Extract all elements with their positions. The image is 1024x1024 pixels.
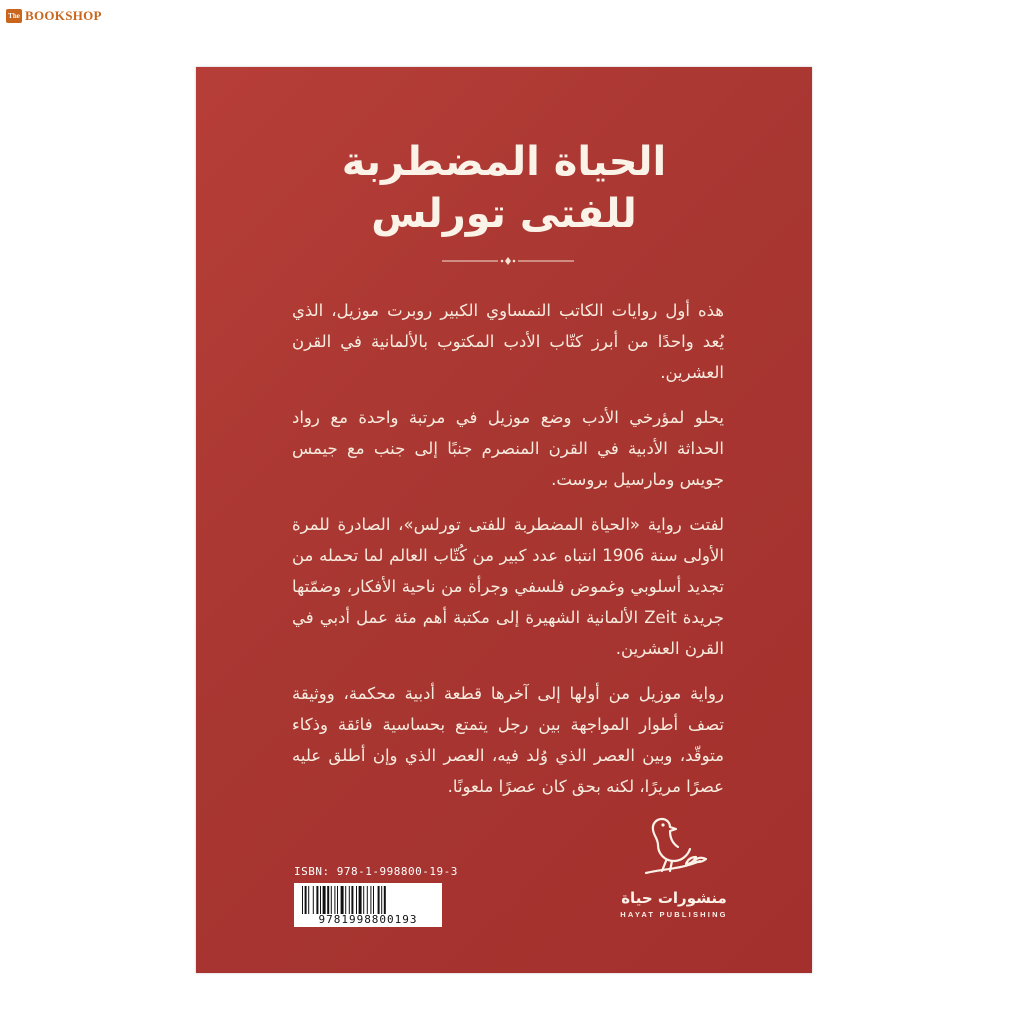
- barcode-bar: [378, 886, 380, 914]
- blurb-paragraph-4: رواية موزيل من أولها إلى آخرها قطعة أدبية محكمة، ووثيقة تصف أطوار المواجهة بين رجل يتمتع بحساسية فائقة وذكاء متوقّد، وبين العصر الذي وُلد فيه، العصر الذي وإن أطلق عليه عصرًا مريرًا، لكنه بحق كان عصرًا ملعونًا.: [292, 684, 724, 796]
- publisher-name-arabic: منشورات حياة: [621, 889, 727, 907]
- book-back-cover: [196, 67, 812, 973]
- book-title-line-2: للفتى تورلس: [371, 191, 637, 237]
- bird-on-branch-icon: [636, 809, 716, 885]
- publisher-name-english: HAYAT PUBLISHING: [620, 910, 728, 919]
- barcode-bar: [381, 886, 382, 914]
- barcode-bar: [327, 886, 329, 914]
- blurb: [292, 295, 724, 816]
- barcode: [294, 883, 442, 927]
- blurb-paragraph-1: هذه أول روايات الكاتب النمساوي الكبير روبرت موزيل، الذي يُعد واحدًا من أبرز كتّاب الأدب المكتوب بالألمانية في القرن العشرين.: [292, 301, 724, 382]
- barcode-bar: [373, 886, 374, 914]
- barcode-bar: [331, 886, 332, 914]
- barcode-bar: [320, 886, 321, 914]
- barcode-bar: [384, 886, 386, 914]
- barcode-bar: [345, 886, 346, 914]
- barcode-bar: [316, 886, 318, 914]
- barcode-bar: [308, 886, 309, 914]
- barcode-bar: [351, 886, 353, 914]
- blurb-paragraph-2: يحلو لمؤرخي الأدب وضع موزيل في مرتبة واحدة مع رواد الحداثة الأدبية في القرن المنصرم جنبًا إلى جنب مع جيمس جويس ومارسيل بروست.: [292, 408, 724, 489]
- barcode-bar: [363, 886, 364, 914]
- barcode-bars: [300, 886, 436, 914]
- bookshop-watermark: [6, 8, 102, 24]
- barcode-bar: [302, 886, 303, 914]
- barcode-bar: [349, 886, 350, 914]
- barcode-bar: [313, 886, 314, 914]
- barcode-bar: [334, 886, 335, 914]
- barcode-bar: [356, 886, 357, 914]
- blurb-paragraph-3: لفتت رواية «الحياة المضطربة للفتى تورلس»، الصادرة للمرة الأولى سنة 1906 انتباه عدد كبير من كُتّاب العالم لما تحمله من تجديد أسلوبي وغموض فلسفي وجرأة من ناحية الأفكار، وضمّتها جريدة Zeit الألمانية الشهيرة إلى مكتبة أهم مئة عمل أدبي في القرن العشرين.: [292, 515, 724, 658]
- barcode-bar: [341, 886, 344, 914]
- barcode-bar: [359, 886, 362, 914]
- book-title-line-1: الحياة المضطربة: [341, 139, 667, 185]
- bookshop-name: BOOKSHOP: [25, 8, 102, 23]
- barcode-bar: [337, 886, 338, 914]
- isbn-text: ISBN: 978-1-998800-19-3: [294, 865, 458, 878]
- barcode-bar: [305, 886, 307, 914]
- barcode-bar: [367, 886, 368, 914]
- barcode-bar: [370, 886, 371, 914]
- bookshop-logo-icon: The: [6, 9, 22, 23]
- barcode-number: 9781998800193: [318, 913, 418, 926]
- ornamental-divider: [440, 254, 576, 268]
- barcode-bar: [323, 886, 326, 914]
